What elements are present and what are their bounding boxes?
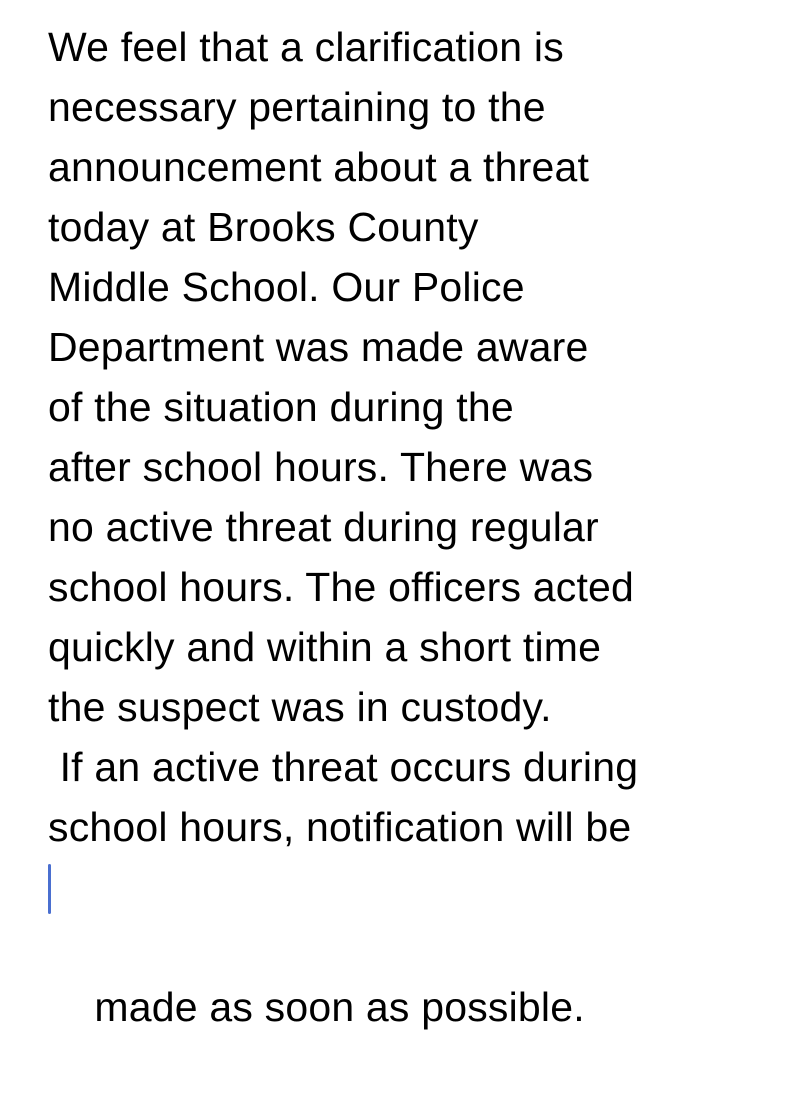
note-line: quickly and within a short time [48,624,602,670]
note-line-with-cursor [48,857,793,1030]
note-line: announcement about a threat [48,144,590,190]
note-line: today at Brooks County [48,204,479,250]
note-line: If an active threat occurs during [48,744,639,790]
text-cursor [48,864,51,914]
note-line: Middle School. Our Police [48,264,525,310]
note-line: necessary pertaining to the [48,84,546,130]
note-line: We feel that a clarification is [48,24,564,70]
note-line: school hours. The officers acted [48,564,635,610]
note-line: Department was made aware [48,324,589,370]
note-line: no active threat during regular [48,504,599,550]
note-line-text: made as soon as possible. [94,984,585,1030]
note-line: the suspect was in custody. [48,684,552,730]
note-line: after school hours. There was [48,444,594,490]
note-line: of the situation during the [48,384,514,430]
note-line: school hours, notification will be [48,804,632,850]
note-text-editor[interactable] [48,17,793,1030]
